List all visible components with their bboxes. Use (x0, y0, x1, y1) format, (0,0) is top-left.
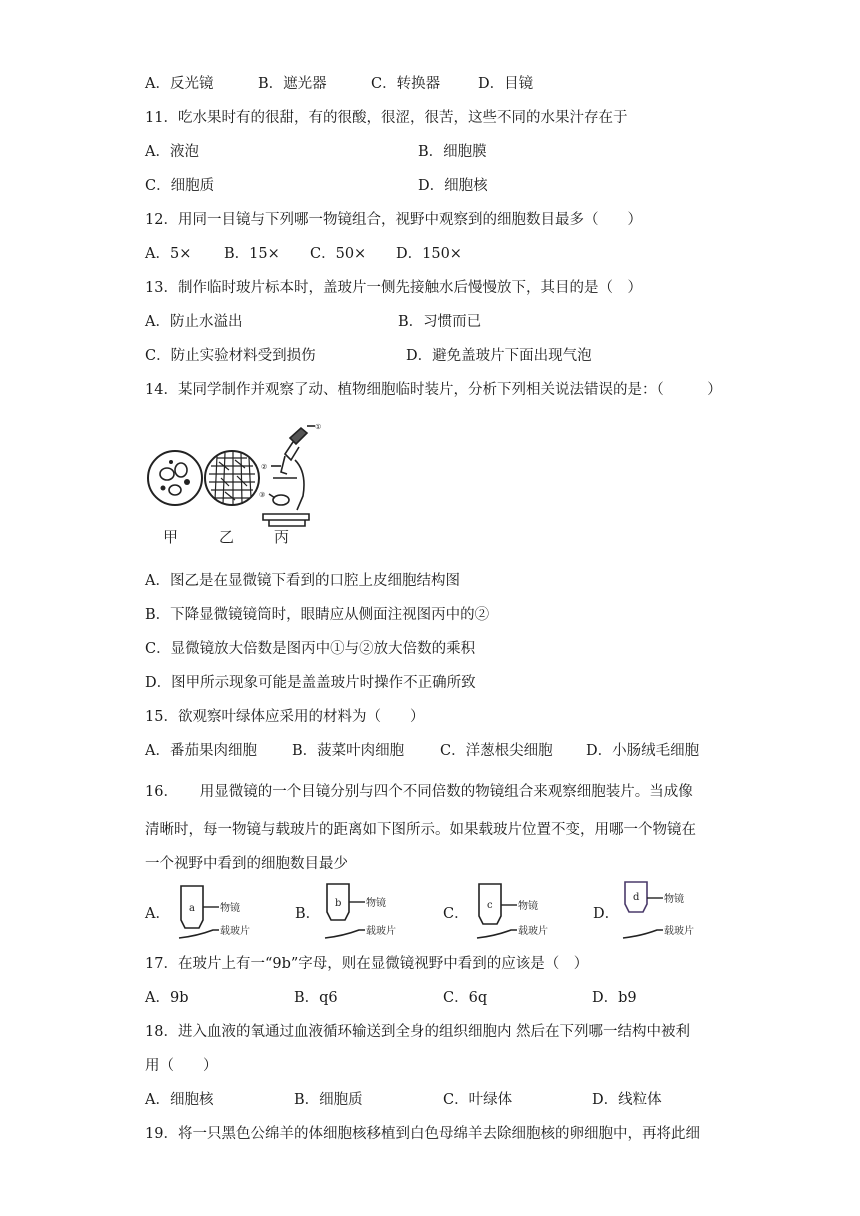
q13-option-b: B．习惯而已 (398, 314, 482, 330)
q13-stem: 13．制作临时玻片标本时，盖玻片一侧先接触水后慢慢放下，其目的是（ ） (145, 280, 642, 296)
q18-option-b: B．细胞质 (294, 1092, 363, 1108)
q18-stem-line1: 18．进入血液的氧通过血液循环输送到全身的组织细胞内 然后在下列哪一结构中被利 (145, 1024, 691, 1040)
q13-option-c: C．防止实验材料受到损伤 (145, 348, 316, 364)
slide-label-d: 载玻片 (664, 926, 694, 937)
q13-option-d: D．避免盖玻片下面出现气泡 (406, 348, 592, 364)
objective-a-icon (173, 880, 273, 942)
q18-option-c: C．叶绿体 (443, 1092, 513, 1108)
q10-option-c: C．转换器 (371, 76, 441, 92)
figure-microscope (263, 426, 315, 526)
q10-option-a: A．反光镜 (145, 76, 214, 92)
lens-letter-b: b (335, 898, 342, 909)
q11-option-b: B．细胞膜 (418, 144, 487, 160)
q15-option-c: C．洋葱根尖细胞 (440, 743, 553, 759)
q14-figure (145, 420, 325, 548)
objective-label-a: 物镜 (220, 903, 240, 914)
scope-mark-1: ① (315, 423, 322, 431)
q19-stem: 19．将一只黑色公绵羊的体细胞核移植到白色母绵羊去除细胞核的卵细胞中，再将此细 (145, 1126, 700, 1142)
q17-option-d: D．b9 (592, 990, 637, 1006)
q18-option-a: A．细胞核 (145, 1092, 214, 1108)
q12-option-c: C．50× (310, 246, 367, 262)
figure-label-yi: 乙 (219, 528, 235, 546)
q10-option-d: D．目镜 (478, 76, 534, 92)
q18-stem-line2: 用（ ） (145, 1058, 218, 1074)
q16-option-d: D． (593, 906, 620, 922)
q11-option-a: A．液泡 (145, 144, 199, 160)
figure-label-bing: 丙 (274, 528, 290, 546)
q11-stem: 11．吃水果时有的很甜，有的很酸，很涩，很苦，这些不同的水果汁存在于 (145, 110, 628, 126)
slide-label-c: 载玻片 (518, 926, 548, 937)
slide-label-b: 载玻片 (366, 926, 396, 937)
q16-stem-line2: 清晰时，每一物镜与载玻片的距离如下图所示。如果载玻片位置不变，用哪一个物镜在 (145, 822, 696, 838)
q17-stem: 17．在玻片上有一“9b”字母，则在显微镜视野中看到的应该是（ ） (145, 956, 589, 972)
q16-stem-line1: 16． 用显微镜的一个目镜分别与四个不同倍数的物镜组合来观察细胞装片。当成像 (145, 784, 693, 800)
q16-option-b: B． (295, 906, 321, 922)
q15-option-a: A．番茄果肉细胞 (145, 743, 257, 759)
q10-option-b: B．遮光器 (258, 76, 327, 92)
lens-letter-a: a (189, 903, 195, 914)
scope-mark-2: ② (261, 463, 268, 471)
lens-letter-c: c (487, 900, 493, 911)
q15-option-b: B．菠菜叶肉细胞 (292, 743, 405, 759)
slide-label-a: 载玻片 (220, 926, 250, 937)
q14-option-a: A．图乙是在显微镜下看到的口腔上皮细胞结构图 (145, 573, 460, 589)
figure-jia-circle (148, 451, 202, 505)
q16-option-a: A． (145, 906, 170, 922)
objective-c-icon (471, 880, 571, 942)
q16-option-c: C． (443, 906, 469, 922)
q14-option-b: B．下降显微镜镜筒时，眼睛应从侧面注视图丙中的② (145, 607, 490, 623)
q11-option-d: D．细胞核 (418, 178, 488, 194)
q12-option-a: A．5× (145, 246, 192, 262)
q16-objectives (145, 880, 715, 942)
objective-label-b: 物镜 (366, 898, 386, 909)
q17-option-c: C．6q (443, 990, 488, 1006)
figure-label-jia: 甲 (163, 528, 179, 546)
q13-option-a: A．防止水溢出 (145, 314, 243, 330)
objective-label-c: 物镜 (518, 901, 538, 912)
q14-stem: 14．某同学制作并观察了动、植物细胞临时装片，分析下列相关说法错误的是：（ ） (145, 382, 722, 398)
q12-option-d: D．150× (396, 246, 462, 262)
q18-option-d: D．线粒体 (592, 1092, 662, 1108)
q17-option-b: B．q6 (294, 990, 338, 1006)
q17-option-a: A．9b (145, 990, 189, 1006)
q15-option-d: D．小肠绒毛细胞 (586, 743, 700, 759)
q12-option-b: B．15× (224, 246, 280, 262)
objective-d-icon (617, 880, 717, 942)
objective-b-icon (319, 880, 419, 942)
q15-stem: 15．欲观察叶绿体应采用的材料为（ ） (145, 709, 425, 725)
q14-option-d: D．图甲所示现象可能是盖盖玻片时操作不正确所致 (145, 675, 476, 691)
q16-stem-line3: 一个视野中看到的细胞数目最少 (145, 856, 348, 872)
q11-option-c: C．细胞质 (145, 178, 215, 194)
q14-option-c: C．显微镜放大倍数是图丙中①与②放大倍数的乘积 (145, 641, 476, 657)
q12-stem: 12．用同一目镜与下列哪一物镜组合，视野中观察到的细胞数目最多（ ） (145, 212, 642, 228)
lens-letter-d: d (633, 892, 640, 903)
objective-label-d: 物镜 (664, 894, 684, 905)
scope-mark-3: ③ (259, 491, 266, 499)
